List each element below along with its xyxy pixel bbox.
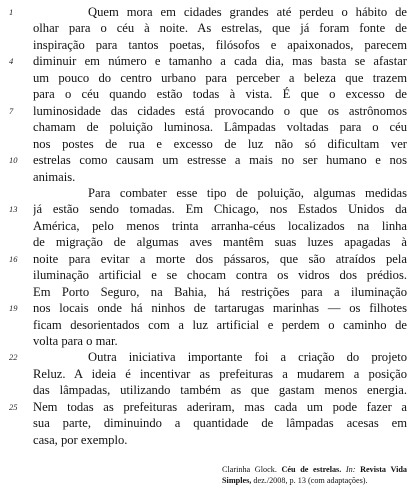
text-line: olhar para o céu à noite. As estrelas, que já foram fonte de xyxy=(33,21,407,36)
citation-in: In: xyxy=(345,465,356,474)
line-number: 7 xyxy=(9,105,14,116)
text-line: estrelas como causam um estresse a mais no ser humano e nos xyxy=(33,153,407,168)
text-line: já estão sendo tomadas. Em Chicago, nos Estados Unidos da xyxy=(33,202,407,217)
text-line: um pouco do centro urbano para perceber a beleza que trazem xyxy=(33,70,407,85)
text-line: casa, por exemplo. xyxy=(33,432,128,447)
text-line: nos locais onde há ninhos de tartarugas marinhas — os filhotes xyxy=(33,301,407,316)
text-line: ficam desorientados com a luz artificial e perdem o caminho de xyxy=(33,317,407,332)
text-line: Outra iniciativa importante foi a criação do projeto xyxy=(88,350,407,365)
text-line: das lâmpadas, utilizando também as que gastam menos energia. xyxy=(33,383,407,398)
text-line: chamam de poluição luminosa. Lâmpadas voltadas para o céu xyxy=(33,120,407,135)
citation-title: Céu de estrelas. xyxy=(281,465,342,474)
text-line: Em Porto Seguro, na Bahia, há restrições para a iluminação xyxy=(33,284,407,299)
text-line: volta para o mar. xyxy=(33,334,118,348)
text-line: sua parte, diminuindo a quantidade de lâmpadas acesas em xyxy=(33,416,407,431)
text-line: Nem todas as prefeituras aderiram, mas cada um pode fazer a xyxy=(33,399,407,414)
text-line: Para combater esse tipo de poluição, algumas medidas xyxy=(88,185,407,200)
citation-details: dez./2008, p. 13 (com adaptações). xyxy=(253,476,368,485)
line-number: 19 xyxy=(9,303,18,314)
line-number: 16 xyxy=(9,253,18,264)
line-number: 4 xyxy=(9,56,14,67)
line-number: 10 xyxy=(9,155,18,166)
text-line: para o céu quando estão todas à vista. É que o excesso de xyxy=(33,87,407,102)
text-line: Reluz. A ideia é incentivar as prefeituras a mudarem a posição xyxy=(33,366,407,381)
line-number: 22 xyxy=(9,352,18,363)
citation xyxy=(222,464,407,486)
text-line: de migração de algumas aves mantêm suas luzes apagadas à xyxy=(33,235,407,250)
text-line: luminosidade das cidades está provocando o que os astrônomos xyxy=(33,103,407,118)
text-line: diminuir em número e tamanho a cada dia, mas basta se afastar xyxy=(33,54,407,69)
citation-author: Clarinha Glock. xyxy=(222,465,277,474)
text-line: América, pelo menos trinta arranha-céus localizados na linha xyxy=(33,218,407,233)
text-line: iluminação artificial e se chocam contra os vidros dos prédios. xyxy=(33,268,407,283)
text-line: inspiração para tantos poetas, filósofos e apaixonados, parecem xyxy=(33,37,407,52)
line-number: 25 xyxy=(9,401,18,412)
text-line: animais. xyxy=(33,169,76,184)
line-number: 1 xyxy=(9,7,14,17)
text-line: Quem mora em cidades grandes até perdeu o hábito de xyxy=(88,5,407,19)
text-line: nos postes de rua e excesso de luz não só dificultam ver xyxy=(33,136,407,151)
line-number: 13 xyxy=(9,204,18,215)
text-line: noite para evitar a morte dos pássaros, que são atraídos pela xyxy=(33,251,407,266)
citation-source: Revista Vida Simples, xyxy=(222,465,408,485)
